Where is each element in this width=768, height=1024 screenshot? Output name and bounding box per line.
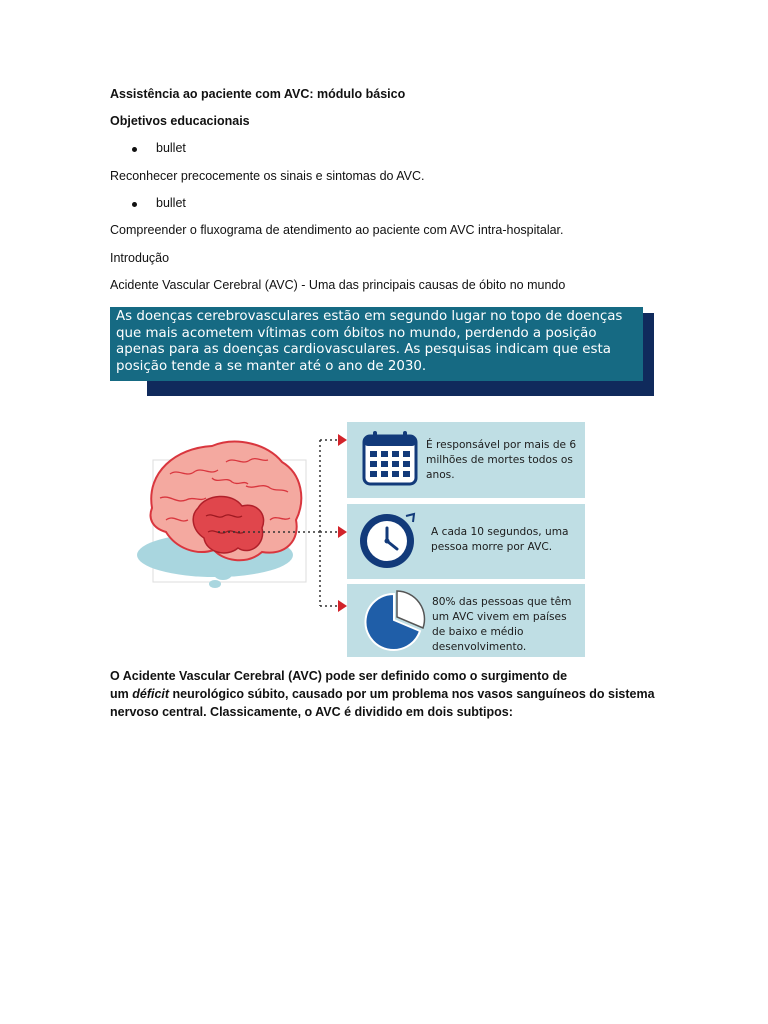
objectives-heading: Objetivos educacionais bbox=[110, 114, 250, 128]
clock-icon bbox=[360, 514, 414, 568]
intro-heading: Introdução bbox=[110, 251, 170, 265]
bullet-label-2: bullet bbox=[156, 196, 186, 210]
bullet-label-1: bullet bbox=[156, 141, 186, 155]
calendar-icon bbox=[364, 431, 416, 484]
banner-text: As doenças cerebrovasculares estão em segundo lugar no topo de doenças que mais acometem vítimas com óbitos no mundo, perdendo a posição apenas para as doenças cardiovasculares. As pesquisas indicam que esta posição tende a se manter até o ano de 2030. bbox=[116, 309, 623, 374]
definition-line-3: nervoso central. Classicamente, o AVC é dividido em dois subtipos: bbox=[110, 705, 513, 719]
info-text-2: A cada 10 segundos, uma pessoa morre por AVC. bbox=[431, 526, 569, 553]
deficit-term: déficit bbox=[132, 687, 170, 701]
arrow-heads bbox=[338, 434, 347, 612]
objective-1: Reconhecer precocemente os sinais e sintomas do AVC. bbox=[110, 169, 425, 183]
definition-suffix: neurológico súbito, causado por um problema nos vasos sanguíneos do sistema bbox=[169, 687, 655, 701]
info-text-3: 80% das pessoas que têm um AVC vivem em países de baixo e médio desenvolvimento. bbox=[432, 596, 572, 653]
brain-icon bbox=[137, 442, 306, 588]
definition-line-1: O Acidente Vascular Cerebral (AVC) pode ser definido como o surgimento de bbox=[110, 669, 568, 683]
intro-line: Acidente Vascular Cerebral (AVC) - Uma das principais causas de óbito no mundo bbox=[110, 278, 566, 292]
objective-2: Compreender o fluxograma de atendimento ao paciente com AVC intra-hospitalar. bbox=[110, 223, 564, 237]
info-text-1: É responsável por mais de 6 milhões de mortes todos os anos. bbox=[426, 439, 577, 481]
definition-prefix: um bbox=[110, 687, 133, 701]
document-title: Assistência ao paciente com AVC: módulo básico bbox=[110, 87, 406, 101]
definition-line-2 bbox=[110, 685, 670, 703]
